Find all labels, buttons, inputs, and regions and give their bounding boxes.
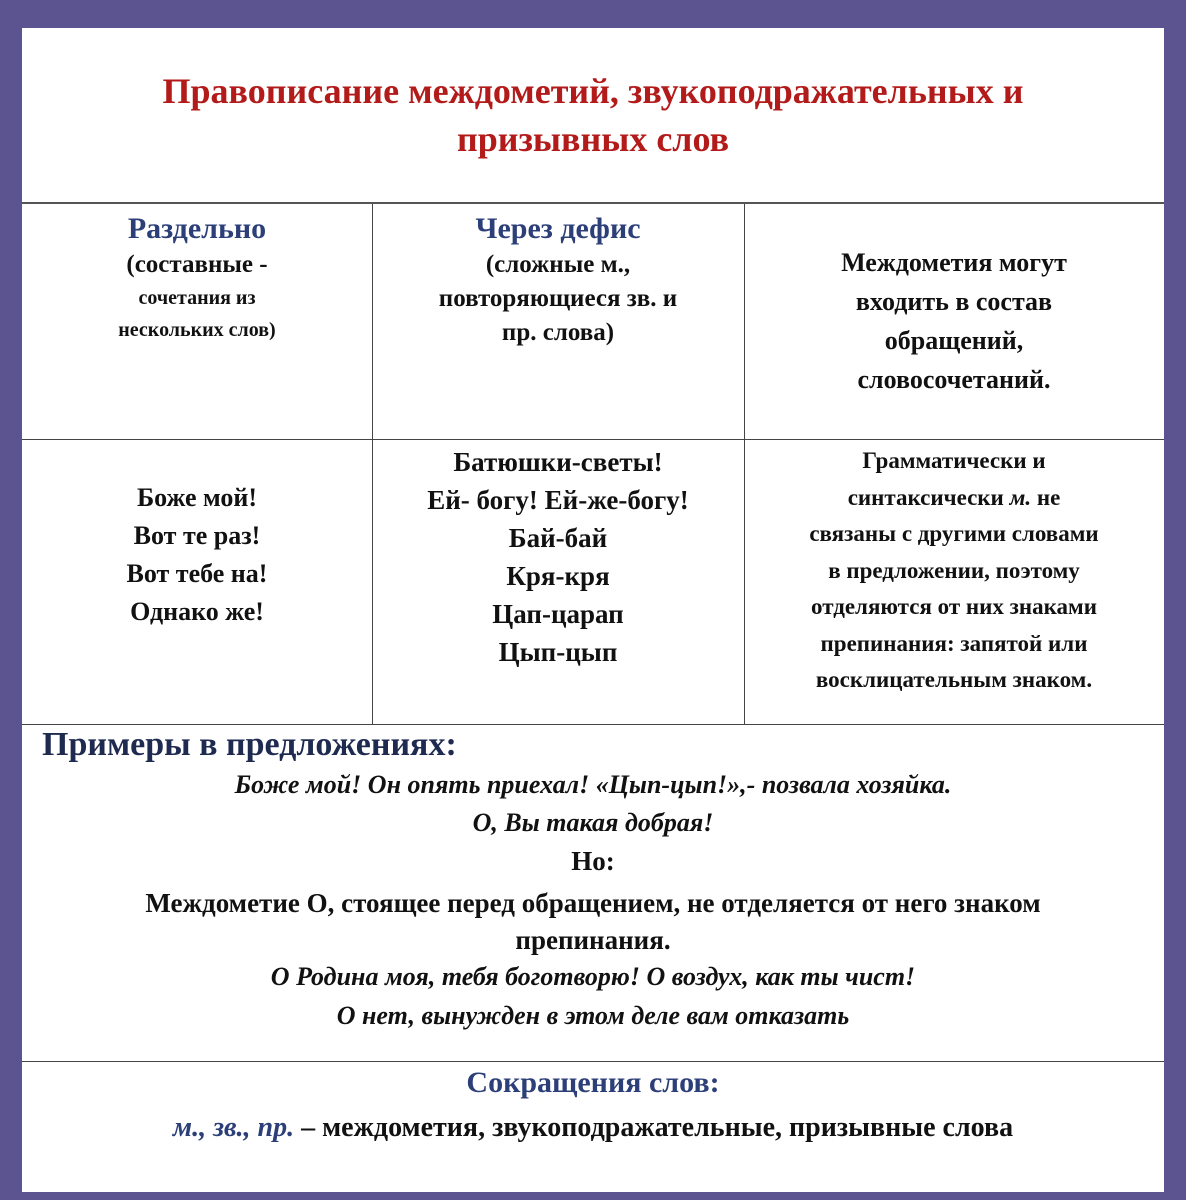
abbreviations-heading: Сокращения слов: xyxy=(466,1066,720,1099)
example-item: Однако же! xyxy=(130,597,264,626)
row-divider xyxy=(22,724,1164,725)
row-divider xyxy=(22,439,1164,440)
example-sentence: О Родина моя, тебя боготворю! О воздух, как ты чист! xyxy=(270,962,916,991)
rule-text: Междометие О, стоящее перед обращением, не отделяется от него знаком xyxy=(145,888,1041,918)
example-item: Кря-кря xyxy=(506,561,610,591)
abbreviations-line xyxy=(22,1112,1164,1144)
row-divider xyxy=(22,1061,1164,1062)
example-sentence: Боже мой! Он опять приехал! «Цып-цып!»,- позвала хозяйка. xyxy=(234,770,952,799)
note-line xyxy=(744,480,1164,517)
column-1-subtext: сочетания из xyxy=(138,287,256,309)
example-item: Цап-царап xyxy=(492,599,624,629)
column-2-header xyxy=(372,210,744,350)
note-line: связаны с другими словами xyxy=(809,521,1099,546)
note-text: синтаксически xyxy=(847,484,1004,510)
column-2-subtext: повторяющиеся зв. и xyxy=(438,285,678,312)
column-2-heading: Через дефис xyxy=(475,212,641,245)
examples-heading: Примеры в предложениях: xyxy=(42,726,457,763)
rule-text: препинания. xyxy=(515,925,671,955)
column-3-header xyxy=(744,243,1164,399)
column-1-heading: Раздельно xyxy=(127,212,267,245)
column-3-heading-line: входить в состав xyxy=(855,287,1053,316)
column-2-subtext: (сложные м., xyxy=(485,251,631,278)
abbreviations-list: м., зв., пр. xyxy=(172,1112,295,1143)
column-1-header xyxy=(22,210,372,346)
column-3-heading-line: обращений, xyxy=(884,326,1024,355)
note-line: восклицательным знаком. xyxy=(815,667,1093,692)
note-line: в предложении, поэтому xyxy=(828,557,1080,583)
note-line: отделяются от них знаками xyxy=(811,594,1097,619)
title-block xyxy=(22,28,1164,204)
column-1-subtext: нескольких слов) xyxy=(118,319,276,341)
page-sheet xyxy=(22,28,1164,1192)
example-item: Вот те раз! xyxy=(133,521,261,550)
column-1-examples xyxy=(22,479,372,631)
note-line: препинания: запятой или xyxy=(820,630,1088,656)
title-line-1: Правописание междометий, звукоподражательных и xyxy=(162,71,1024,111)
column-3-note xyxy=(744,443,1164,699)
note-text: не xyxy=(1031,484,1061,510)
example-item: Цып-цып xyxy=(498,637,618,667)
example-item: Вот тебе на! xyxy=(126,559,268,588)
example-sentence: О нет, вынужден в этом деле вам отказать xyxy=(336,1001,850,1030)
abbreviations-meaning: – междометия, звукоподражательные, призывные слова xyxy=(294,1112,1014,1143)
note-abbr: м. xyxy=(1009,484,1032,510)
example-item: Боже мой! xyxy=(136,483,258,512)
example-item: Ей- богу! Ей-же-богу! xyxy=(427,485,689,515)
title-line-2: призывных слов xyxy=(456,119,730,159)
column-1-subtext: (составные - xyxy=(126,251,268,278)
column-2-examples xyxy=(372,443,744,671)
column-3-heading-line: Междометия могут xyxy=(841,248,1067,277)
example-item: Бай-бай xyxy=(508,523,608,553)
note-line: Грамматически и xyxy=(862,448,1046,473)
but-label: Но: xyxy=(571,846,615,876)
column-2-subtext: пр. слова) xyxy=(501,319,615,346)
example-item: Батюшки-светы! xyxy=(453,447,663,477)
column-3-heading-line: словосочетаний. xyxy=(857,365,1051,394)
example-sentence: О, Вы такая добрая! xyxy=(472,808,714,837)
